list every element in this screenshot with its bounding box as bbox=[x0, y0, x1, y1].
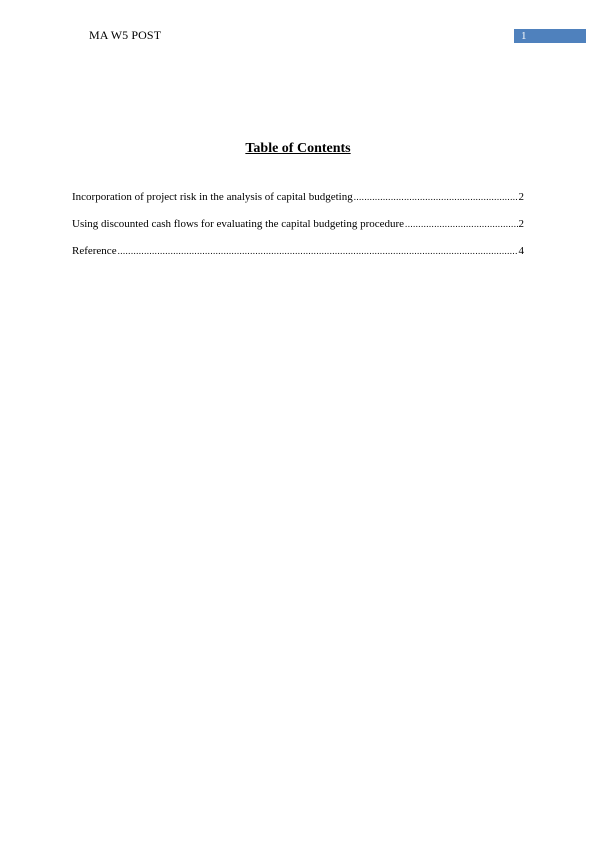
toc-entry-text: Using discounted cash flows for evaluating the capital budgeting procedure bbox=[72, 218, 405, 230]
toc-entry-project-risk[interactable] bbox=[72, 190, 524, 204]
toc-entry-text: Reference bbox=[72, 245, 117, 257]
toc-entry-reference[interactable] bbox=[72, 244, 524, 258]
toc-entry-page: 4 bbox=[518, 245, 524, 257]
toc-dot-leader bbox=[405, 217, 517, 231]
toc-entry-text: Incorporation of project risk in the analysis of capital budgeting bbox=[72, 191, 353, 203]
toc-heading: Table of Contents bbox=[245, 141, 351, 156]
toc-entry-page: 2 bbox=[518, 218, 524, 230]
toc-entry-discounted-cash-flows[interactable] bbox=[72, 217, 524, 231]
page-number-badge bbox=[514, 29, 586, 43]
toc-dot-leader bbox=[118, 244, 518, 258]
running-header-title: MA W5 POST bbox=[89, 28, 162, 42]
page-number: 1 bbox=[521, 30, 527, 42]
toc-list bbox=[72, 190, 524, 271]
toc-entry-page: 2 bbox=[518, 191, 524, 203]
toc-dot-leader bbox=[354, 190, 518, 204]
